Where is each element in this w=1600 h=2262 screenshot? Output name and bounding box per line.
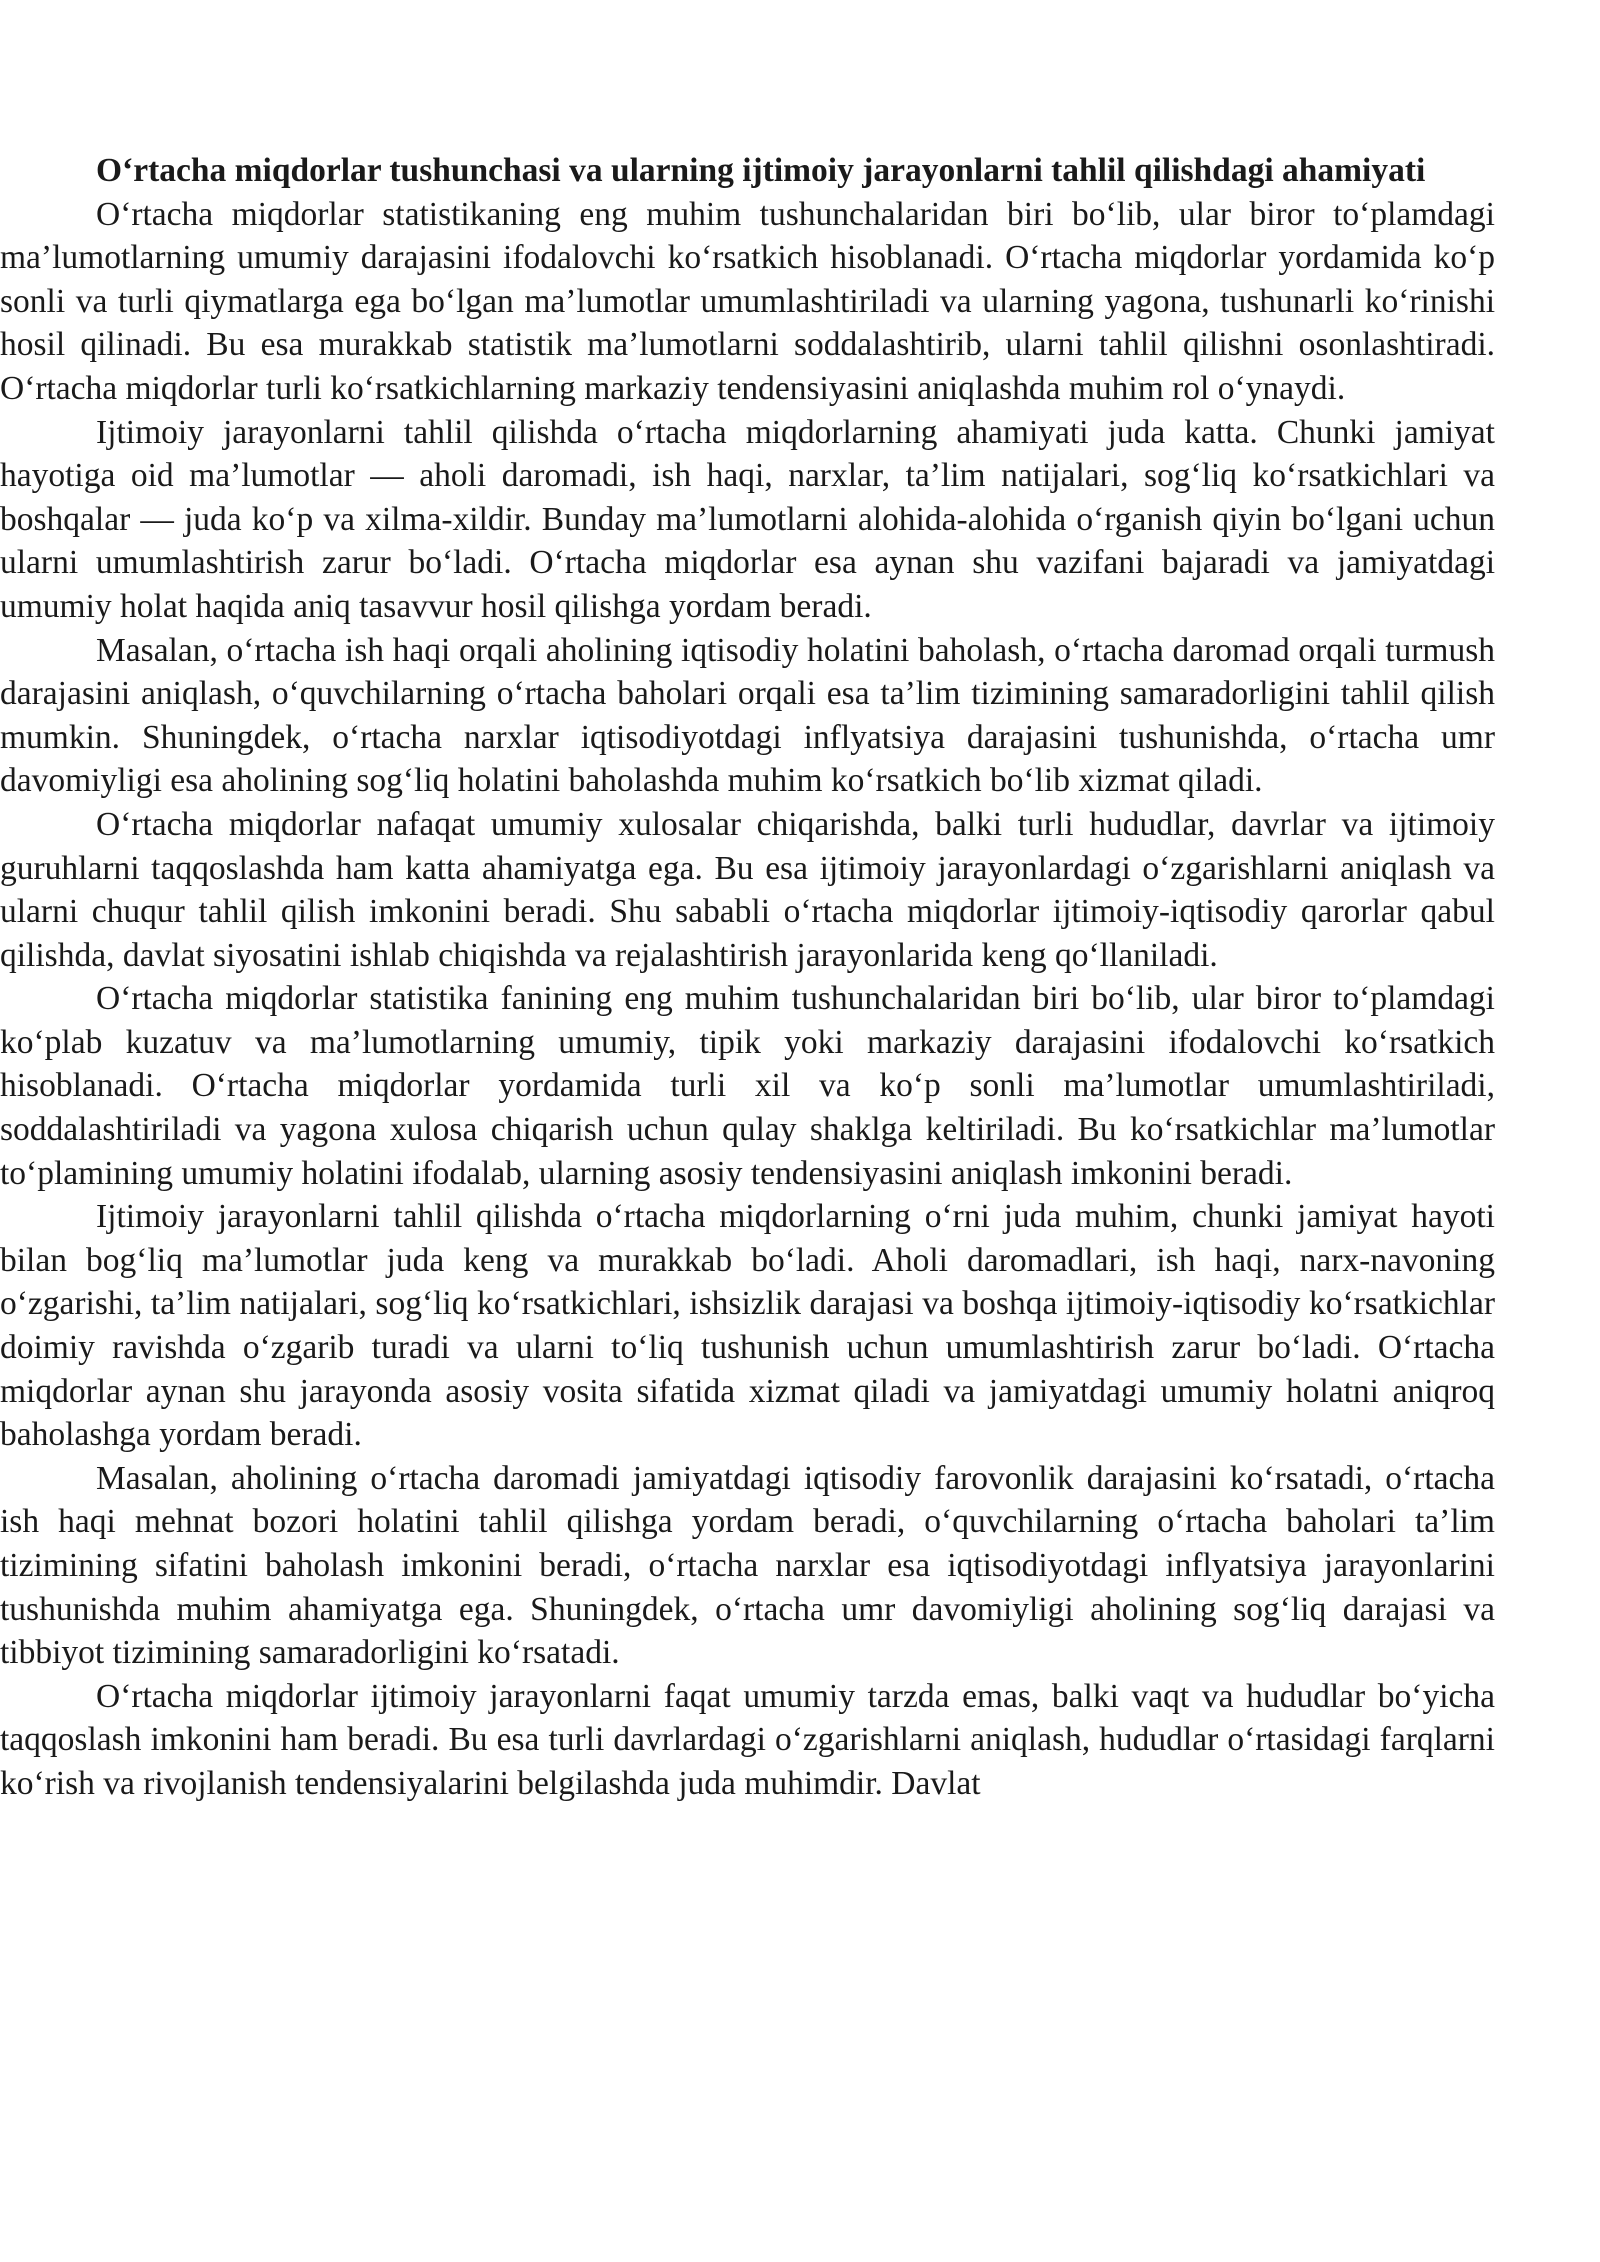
paragraph: Ijtimoiy jarayonlarni tahlil qilishda o‘rtacha miqdorlarning ahamiyati juda katta. Chunki jamiyat hayotiga oid ma’lumotlar — aholi daromadi, ish haqi, narxlar, ta’lim natijalari, sog‘liq ko‘rsatkichlari va boshqalar — juda ko‘p va xilma-xildir. Bunday ma’lumotlarni alohida-alohida o‘rganish qiyin bo‘lgani uchun ularni umumlashtirish zarur bo‘ladi. O‘rtacha miqdorlar esa aynan shu vazifani bajaradi va jamiyatdagi umumiy holat haqida aniq tasavvur hosil qilishga yordam beradi. bbox=[0, 413, 1495, 625]
document-body bbox=[0, 149, 1495, 1806]
paragraph: O‘rtacha miqdorlar nafaqat umumiy xulosalar chiqarishda, balki turli hududlar, davrlar va ijtimoiy guruhlarni taqqoslashda ham katta ahamiyatga ega. Bu esa ijtimoiy jarayonlardagi o‘zgarishlarni aniqlash va ularni chuqur tahlil qilish imkonini beradi. Shu sababli o‘rtacha miqdorlar ijtimoiy-iqtisodiy qarorlar qabul qilishda, davlat siyosatini ishlab chiqishda va rejalashtirish jarayonlarida keng qo‘llaniladi. bbox=[0, 805, 1495, 974]
paragraph: O‘rtacha miqdorlar statistika fanining eng muhim tushunchalaridan biri bo‘lib, ular biror to‘plamdagi ko‘plab kuzatuv va ma’lumotlarning umumiy, tipik yoki markaziy darajasini ifodalovchi ko‘rsatkich hisoblanadi. O‘rtacha miqdorlar yordamida turli xil va ko‘p sonli ma’lumotlar umumlashtiriladi, soddalashtiriladi va yagona xulosa chiqarish uchun qulay shaklga keltiriladi. Bu ko‘rsatkichlar ma’lumotlar to‘plamining umumiy holatini ifodalab, ularning asosiy tendensiyasini aniqlash imkonini beradi. bbox=[0, 980, 1495, 1192]
paragraph: Masalan, aholining o‘rtacha daromadi jamiyatdagi iqtisodiy farovonlik darajasini ko‘rsatadi, o‘rtacha ish haqi mehnat bozori holatini tahlil qilishga yordam beradi, o‘quvchilarning o‘rtacha baholari ta’lim tizimining sifatini baholash imkonini beradi, o‘rtacha narxlar esa iqtisodiyotdagi inflyatsiya jarayonlarini tushunishda muhim ahamiyatga ega. Shuningdek, o‘rtacha umr davomiyligi aholining sog‘liq darajasi va tibbiyot tizimining samaradorligini ko‘rsatadi. bbox=[0, 1459, 1495, 1672]
document-title: O‘rtacha miqdorlar tushunchasi va ularning ijtimoiy jarayonlarni tahlil qilishdagi ahamiyati bbox=[96, 152, 1426, 189]
paragraph: O‘rtacha miqdorlar statistikaning eng muhim tushunchalaridan biri bo‘lib, ular biror to‘plamdagi ma’lumotlarning umumiy darajasini ifodalovchi ko‘rsatkich hisoblanadi. O‘rtacha miqdorlar yordamida ko‘p sonli va turli qiymatlarga ega bo‘lgan ma’lumotlar umumlashtiriladi va ularning yagona, tushunarli ko‘rinishi hosil qilinadi. Bu esa murakkab statistik ma’lumotlarni soddalashtirib, ularni tahlil qilishni osonlashtiradi. O‘rtacha miqdorlar turli ko‘rsatkichlarning markaziy tendensiyasini aniqlashda muhim rol o‘ynaydi. bbox=[0, 195, 1495, 407]
paragraph: Masalan, o‘rtacha ish haqi orqali aholining iqtisodiy holatini baholash, o‘rtacha daromad orqali turmush darajasini aniqlash, o‘quvchilarning o‘rtacha baholari orqali esa ta’lim tizimining samaradorligini tahlil qilish mumkin. Shuningdek, o‘rtacha narxlar iqtisodiyotdagi inflyatsiya darajasini tushunishda, o‘rtacha umr davomiyligi esa aholining sog‘liq holatini baholashda muhim ko‘rsatkich bo‘lib xizmat qiladi. bbox=[0, 631, 1495, 800]
paragraph: O‘rtacha miqdorlar ijtimoiy jarayonlarni faqat umumiy tarzda emas, balki vaqt va hududlar bo‘yicha taqqoslash imkonini ham beradi. Bu esa turli davrlardagi o‘zgarishlarni aniqlash, hududlar o‘rtasidagi farqlarni ko‘rish va rivojlanish tendensiyalarini belgilashda juda muhimdir. Davlat bbox=[0, 1677, 1495, 1802]
paragraph: Ijtimoiy jarayonlarni tahlil qilishda o‘rtacha miqdorlarning o‘rni juda muhim, chunki jamiyat hayoti bilan bog‘liq ma’lumotlar juda keng va murakkab bo‘ladi. Aholi daromadlari, ish haqi, narx-navoning o‘zgarishi, ta’lim natijalari, sog‘liq ko‘rsatkichlari, ishsizlik darajasi va boshqa ijtimoiy-iqtisodiy ko‘rsatkichlar doimiy ravishda o‘zgarib turadi va ularni to‘liq tushunish uchun umumlashtirish zarur bo‘ladi. O‘rtacha miqdorlar aynan shu jarayonda asosiy vosita sifatida xizmat qiladi va jamiyatdagi umumiy holatni aniqroq baholashga yordam beradi. bbox=[0, 1198, 1495, 1454]
